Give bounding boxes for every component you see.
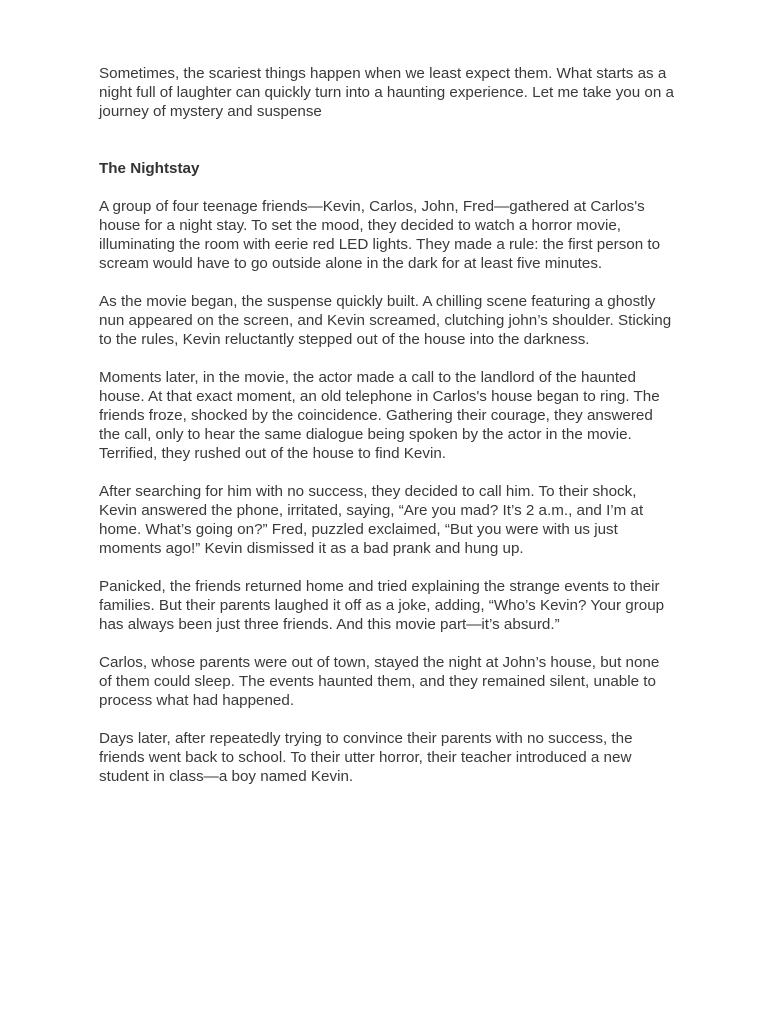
story-paragraph-5: Panicked, the friends returned home and tried explaining the strange events to their families. But their parents laughed it off as a joke, adding, “Who’s Kevin? Your group has always been just three friends. And this movie part—it’s absurd.” — [99, 578, 665, 633]
story-paragraph-1: A group of four teenage friends—Kevin, Carlos, John, Fred—gathered at Carlos's house for a night stay. To set the mood, they decided to watch a horror movie, illuminating the room with eerie red LED lights. They made a rule: the first person to scream would have to go outside alone in the dark for at least five minutes. — [99, 198, 661, 272]
document-page — [99, 64, 675, 805]
story-paragraph-7: Days later, after repeatedly trying to convince their parents with no success, the friends went back to school. To their utter horror, their teacher introduced a new student in class—a boy named Kevin. — [99, 730, 633, 785]
story-paragraph-2: As the movie began, the suspense quickly built. A chilling scene featuring a ghostly nun appeared on the screen, and Kevin screamed, clutching john’s shoulder. Sticking to the rules, Kevin reluctantly stepped out of the house into the darkness. — [99, 293, 672, 348]
story-paragraph-4: After searching for him with no success, they decided to call him. To their shock, Kevin answered the phone, irritated, saying, “Are you mad? It’s 2 a.m., and I’m at home. What’s going on?” Fred, puzzled exclaimed, “But you were with us just moments ago!” Kevin dismissed it as a bad prank and hung up. — [99, 483, 644, 557]
story-title: The Nightstay — [99, 160, 200, 177]
intro-paragraph: Sometimes, the scariest things happen when we least expect them. What starts as a night full of laughter can quickly turn into a haunting experience. Let me take you on a journey of mystery and suspense — [99, 65, 674, 120]
story-paragraph-3: Moments later, in the movie, the actor made a call to the landlord of the haunted house. At that exact moment, an old telephone in Carlos's house began to ring. The friends froze, shocked by the coincidence. Gathering their courage, they answered the call, only to hear the same dialogue being spoken by the actor in the movie. Terrified, they rushed out of the house to find Kevin. — [99, 369, 660, 462]
story-paragraph-6: Carlos, whose parents were out of town, stayed the night at John’s house, but none of them could sleep. The events haunted them, and they remained silent, unable to process what had happened. — [99, 654, 660, 709]
